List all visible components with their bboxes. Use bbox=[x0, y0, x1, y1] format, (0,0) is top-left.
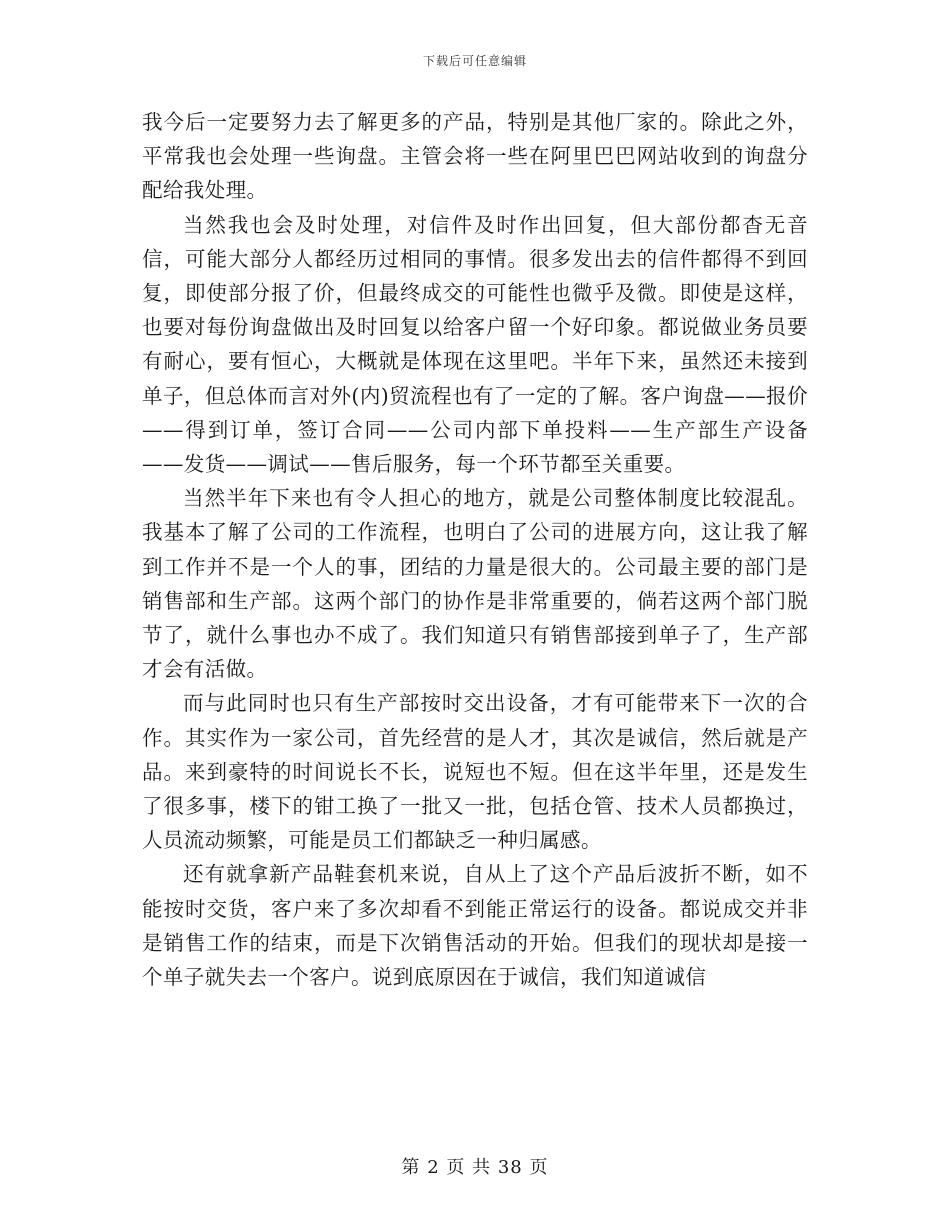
document-body bbox=[142, 105, 808, 994]
paragraph-4: 而与此同时也只有生产部按时交出设备，才有可能带来下一次的合作。其实作为一家公司，首先经营的是人才，其次是诚信，然后就是产品。来到豪特的时间说长不长，说短也不短。但在这半年里，还是发生了很多事，楼下的钳工换了一批又一批，包括仓管、技术人员都换过，人员流动频繁，可能是员工们都缺乏一种归属感。 bbox=[142, 691, 808, 853]
page-number-footer: 第 2 页 共 38 页 bbox=[401, 1157, 549, 1178]
paragraph-2: 当然我也会及时处理，对信件及时作出回复，但大部份都杳无音信，可能大部分人都经历过相同的事情。很多发出去的信件都得不到回复，即使部分报了价，但最终成交的可能性也微乎及微。即使是这样，也要对每份询盘做出及时回复以给客户留一个好印象。都说做业务员要有耐心，要有恒心，大概就是体现在这里吧。半年下来，虽然还未接到单子，但总体而言对外(内)贸流程也有了一定的了解。客户询盘——报价——得到订单，签订合同——公司内部下单投料——生产部生产设备——发货——调试——售后服务，每一个环节都至关重要。 bbox=[142, 212, 808, 477]
paragraph-1: 我今后一定要努力去了解更多的产品，特别是其他厂家的。除此之外，平常我也会处理一些询盘。主管会将一些在阿里巴巴网站收到的询盘分配给我处理。 bbox=[142, 110, 808, 203]
paragraph-5: 还有就拿新产品鞋套机来说，自从上了这个产品后波折不断，如不能按时交货，客户来了多次却看不到能正常运行的设备。都说成交并非是销售工作的结束，而是下次销售活动的开始。但我们的现状却是接一个单子就失去一个客户。说到底原因在于诚信，我们知道诚信 bbox=[142, 862, 808, 990]
page-header: 下载后可任意编辑 bbox=[422, 54, 527, 68]
paragraph-3: 当然半年下来也有令人担心的地方，就是公司整体制度比较混乱。我基本了解了公司的工作流程，也明白了公司的进展方向，这让我了解到工作并不是一个人的事，团结的力量是很大的。公司最主要的部门是销售部和生产部。这两个部门的协作是非常重要的，倘若这两个部门脱节了，就什么事也办不成了。我们知道只有销售部接到单子了，生产部才会有活做。 bbox=[142, 486, 808, 682]
